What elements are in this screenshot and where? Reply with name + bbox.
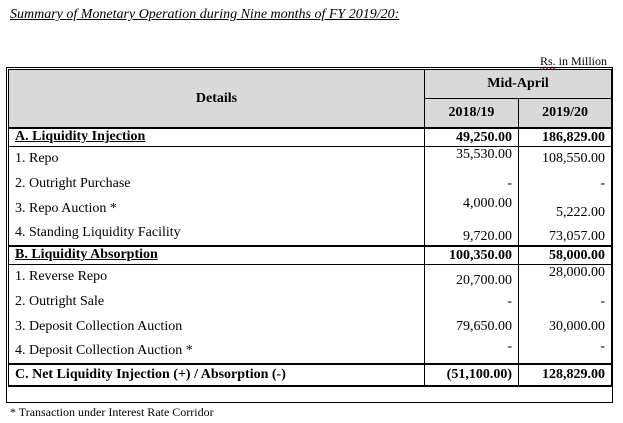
row-label: 1. Reverse Repo — [9, 264, 425, 289]
row-label: C. Net Liquidity Injection (+) / Absorption (-) — [9, 364, 425, 386]
table-row — [9, 146, 612, 171]
table-row — [9, 246, 612, 264]
row-label: 2. Outright Purchase — [9, 171, 425, 196]
row-value-2018-19: 35,530.00 — [425, 146, 519, 171]
row-value-2018-19: 4,000.00 — [425, 196, 519, 221]
table-row — [9, 171, 612, 196]
row-value-2018-19: 100,350.00 — [425, 246, 519, 264]
row-label: A. Liquidity Injection — [9, 128, 425, 146]
row-label: 4. Deposit Collection Auction * — [9, 339, 425, 364]
table-row — [9, 289, 612, 314]
row-value-2019-20: 128,829.00 — [519, 364, 612, 386]
row-value-2019-20: 186,829.00 — [519, 128, 612, 146]
header-mid-april: Mid-April — [425, 70, 612, 99]
row-label: B. Liquidity Absorption — [9, 246, 425, 264]
row-value-2018-19: 79,650.00 — [425, 314, 519, 339]
table-row-net — [9, 364, 612, 386]
row-value-2018-19: - — [425, 289, 519, 314]
table-row — [9, 314, 612, 339]
unit-prefix: Rs. — [539, 54, 556, 68]
row-value-2018-19: - — [425, 339, 519, 364]
row-label: 3. Deposit Collection Auction — [9, 314, 425, 339]
row-label: 2. Outright Sale — [9, 289, 425, 314]
row-label: 1. Repo — [9, 146, 425, 171]
table-row — [9, 196, 612, 221]
row-value-2018-19: 20,700.00 — [425, 264, 519, 289]
footnote: * Transaction under Interest Rate Corridor — [10, 405, 214, 419]
unit-suffix: in Million — [555, 54, 607, 68]
row-value-2019-20: - — [519, 171, 612, 196]
row-value-2018-19: 49,250.00 — [425, 128, 519, 146]
row-value-2019-20: 30,000.00 — [519, 314, 612, 339]
row-label: 3. Repo Auction * — [9, 196, 425, 221]
header-year-2019-20: 2019/20 — [519, 99, 612, 129]
row-value-2019-20: 5,222.00 — [519, 196, 612, 221]
header-details: Details — [9, 70, 425, 129]
row-label: 4. Standing Liquidity Facility — [9, 221, 425, 246]
row-value-2019-20: 108,550.00 — [519, 146, 612, 171]
row-value-2019-20: 58,000.00 — [519, 246, 612, 264]
row-value-2018-19: (51,100.00) — [425, 364, 519, 386]
row-value-2019-20: 73,057.00 — [519, 221, 612, 246]
row-value-2019-20: - — [519, 339, 612, 364]
row-value-2018-19: - — [425, 171, 519, 196]
table-body — [9, 128, 612, 386]
table-row — [9, 128, 612, 146]
table-row — [9, 221, 612, 246]
row-value-2019-20: 28,000.00 — [519, 264, 612, 289]
row-value-2019-20: - — [519, 289, 612, 314]
row-value-2018-19: 9,720.00 — [425, 221, 519, 246]
monetary-operation-table — [8, 69, 612, 387]
table-row — [9, 264, 612, 289]
table-row — [9, 339, 612, 364]
header-year-2018-19: 2018/19 — [425, 99, 519, 129]
document-title: Summary of Monetary Operation during Nine months of FY 2019/20: — [10, 7, 400, 22]
